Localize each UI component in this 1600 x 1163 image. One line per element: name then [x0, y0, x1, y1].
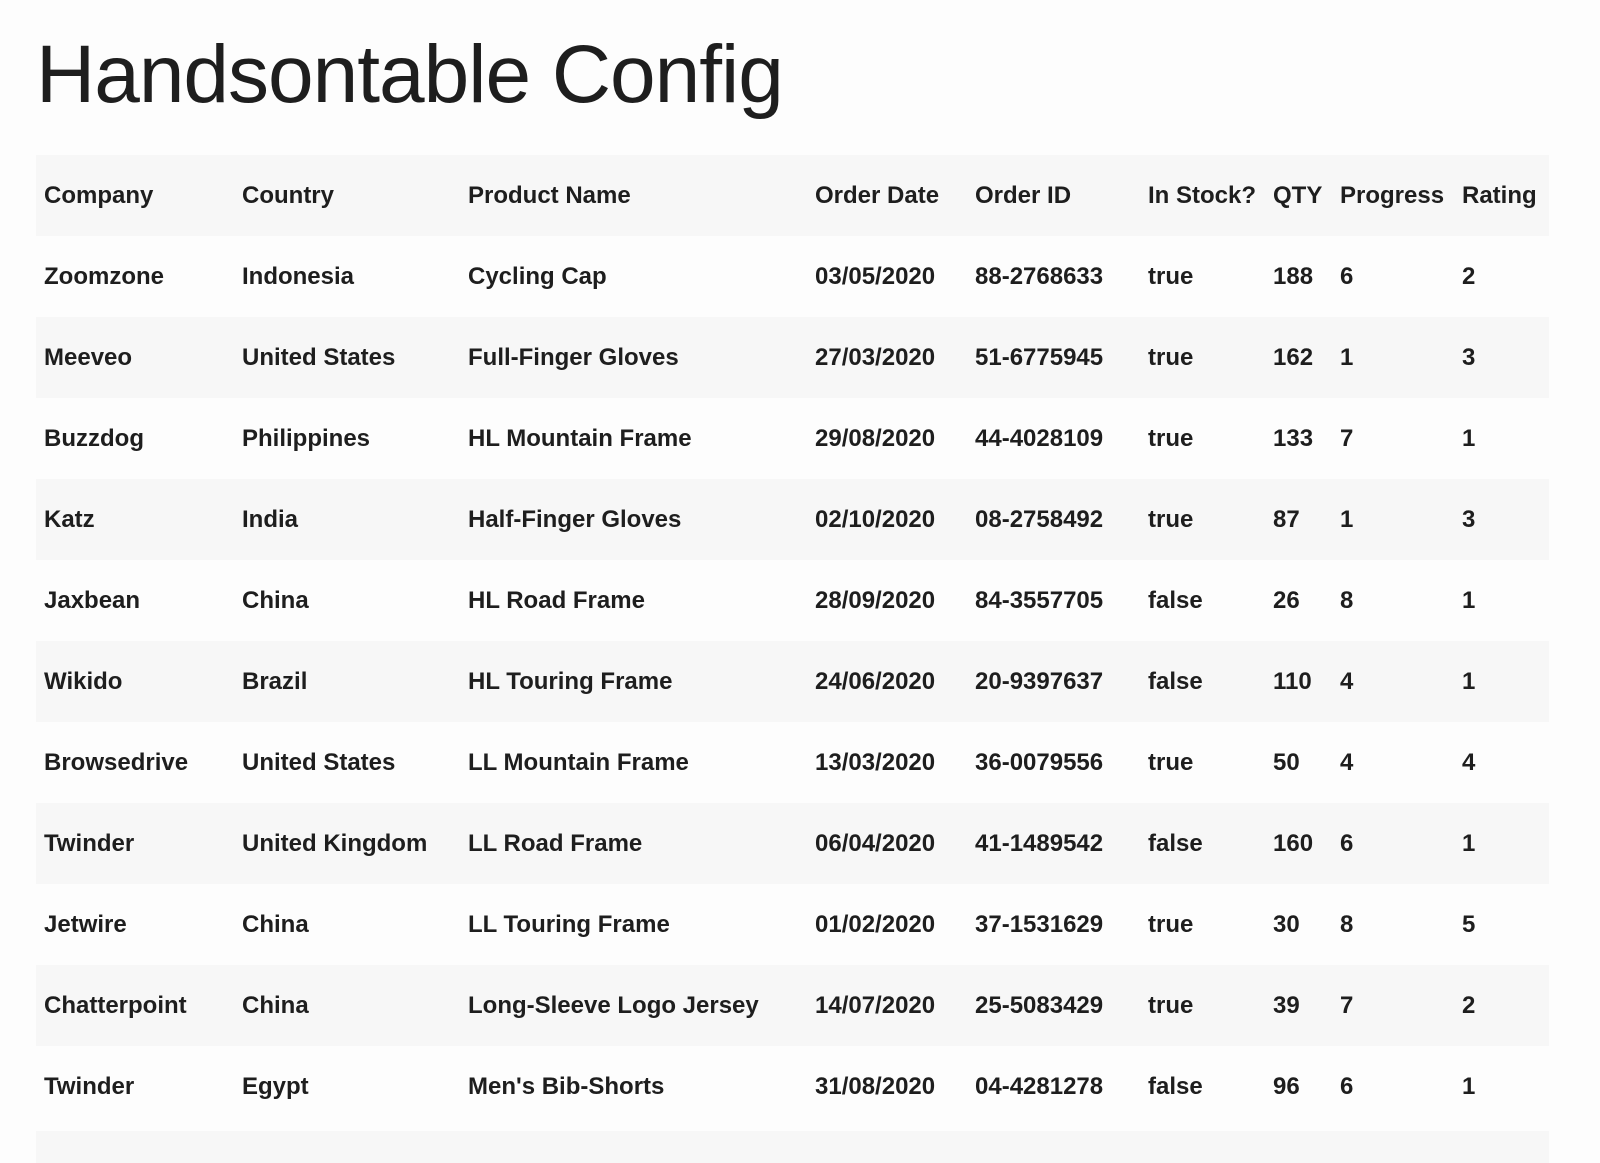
table-cell[interactable]: 4: [1340, 667, 1354, 695]
next-row-partial: [36, 1131, 1549, 1163]
table-cell[interactable]: 3: [1462, 343, 1476, 371]
column-header[interactable]: Company: [44, 181, 154, 209]
table-cell[interactable]: Cycling Cap: [468, 262, 607, 290]
table-cell[interactable]: Half-Finger Gloves: [468, 505, 682, 533]
table-cell[interactable]: 41-1489542: [975, 829, 1104, 857]
table-cell[interactable]: Twinder: [44, 829, 135, 857]
table-cell[interactable]: 8: [1340, 586, 1354, 614]
table-cell[interactable]: HL Mountain Frame: [468, 424, 692, 452]
table-cell[interactable]: China: [242, 991, 309, 1019]
table-cell[interactable]: 6: [1340, 829, 1354, 857]
table-row[interactable]: [36, 965, 1549, 1046]
table-cell[interactable]: LL Road Frame: [468, 829, 643, 857]
table-cell[interactable]: 1: [1462, 586, 1476, 614]
table-cell[interactable]: 01/02/2020: [815, 910, 936, 938]
column-header[interactable]: In Stock?: [1148, 181, 1257, 209]
table-row[interactable]: [36, 236, 1549, 317]
table-cell[interactable]: 133: [1273, 424, 1314, 452]
table-cell[interactable]: 31/08/2020: [815, 1072, 936, 1100]
column-header[interactable]: QTY: [1273, 181, 1323, 209]
table-cell[interactable]: United States: [242, 748, 396, 776]
table-cell[interactable]: 7: [1340, 991, 1354, 1019]
table-cell[interactable]: true: [1148, 910, 1194, 938]
table-cell[interactable]: 20-9397637: [975, 667, 1104, 695]
page-title: Handsontable Config: [36, 29, 783, 120]
table-cell[interactable]: Jaxbean: [44, 586, 141, 614]
table-cell[interactable]: HL Touring Frame: [468, 667, 673, 695]
table-cell[interactable]: 1: [1462, 667, 1476, 695]
table-cell[interactable]: 3: [1462, 505, 1476, 533]
table-cell[interactable]: 44-4028109: [975, 424, 1104, 452]
table-cell[interactable]: 7: [1340, 424, 1354, 452]
table-cell[interactable]: Egypt: [242, 1072, 309, 1100]
table-cell[interactable]: 04-4281278: [975, 1072, 1104, 1100]
table-cell[interactable]: Chatterpoint: [44, 991, 187, 1019]
table-cell[interactable]: 96: [1273, 1072, 1300, 1100]
header-row: [36, 155, 1549, 236]
table-row[interactable]: [36, 884, 1549, 965]
column-header[interactable]: Order ID: [975, 181, 1072, 209]
table-cell[interactable]: true: [1148, 991, 1194, 1019]
table-cell[interactable]: HL Road Frame: [468, 586, 645, 614]
table-cell[interactable]: 37-1531629: [975, 910, 1104, 938]
table-cell[interactable]: 6: [1340, 262, 1354, 290]
column-header[interactable]: Product Name: [468, 181, 631, 209]
table-cell[interactable]: 2: [1462, 262, 1476, 290]
table-cell[interactable]: 02/10/2020: [815, 505, 936, 533]
table-cell[interactable]: 4: [1340, 748, 1354, 776]
table-cell[interactable]: 162: [1273, 343, 1314, 371]
table-cell[interactable]: 1: [1462, 424, 1476, 452]
table-row[interactable]: [36, 560, 1549, 641]
table-cell[interactable]: Full-Finger Gloves: [468, 343, 679, 371]
table-cell[interactable]: false: [1148, 829, 1203, 857]
table-cell[interactable]: true: [1148, 343, 1194, 371]
table-cell[interactable]: 87: [1273, 505, 1300, 533]
table-cell[interactable]: 1: [1462, 1072, 1476, 1100]
table-cell[interactable]: 36-0079556: [975, 748, 1104, 776]
table-row[interactable]: [36, 641, 1549, 722]
table-cell[interactable]: Zoomzone: [44, 262, 164, 290]
table-cell[interactable]: false: [1148, 586, 1203, 614]
table-cell[interactable]: 6: [1340, 1072, 1354, 1100]
column-header[interactable]: Country: [242, 181, 334, 209]
table-cell[interactable]: Twinder: [44, 1072, 135, 1100]
column-header[interactable]: Order Date: [815, 181, 940, 209]
table-cell[interactable]: Philippines: [242, 424, 371, 452]
table-row[interactable]: [36, 317, 1549, 398]
table-cell[interactable]: 160: [1273, 829, 1314, 857]
table-cell[interactable]: Long-Sleeve Logo Jersey: [468, 991, 759, 1019]
table-header: [36, 155, 1549, 236]
data-table: [36, 155, 1549, 1127]
table-cell[interactable]: China: [242, 910, 309, 938]
table-cell[interactable]: 4: [1462, 748, 1476, 776]
table-cell[interactable]: false: [1148, 667, 1203, 695]
table-cell[interactable]: 88-2768633: [975, 262, 1104, 290]
table-cell[interactable]: Wikido: [44, 667, 123, 695]
table-cell[interactable]: 1: [1340, 505, 1354, 533]
column-header[interactable]: Rating: [1462, 181, 1537, 209]
table-cell[interactable]: Jetwire: [44, 910, 127, 938]
table-cell[interactable]: 26: [1273, 586, 1300, 614]
table-cell[interactable]: India: [242, 505, 299, 533]
table-cell[interactable]: true: [1148, 262, 1194, 290]
table-cell[interactable]: 03/05/2020: [815, 262, 936, 290]
table-cell[interactable]: 51-6775945: [975, 343, 1104, 371]
table-cell[interactable]: Katz: [44, 505, 95, 533]
table-cell[interactable]: 188: [1273, 262, 1314, 290]
table-cell[interactable]: 30: [1273, 910, 1300, 938]
table-cell[interactable]: 39: [1273, 991, 1300, 1019]
table-cell[interactable]: 06/04/2020: [815, 829, 936, 857]
table-cell[interactable]: Meeveo: [44, 343, 133, 371]
table-row[interactable]: [36, 722, 1549, 803]
table-cell[interactable]: true: [1148, 424, 1194, 452]
table-row[interactable]: [36, 398, 1549, 479]
table-cell[interactable]: 27/03/2020: [815, 343, 936, 371]
table-cell[interactable]: 1: [1462, 829, 1476, 857]
table-cell[interactable]: 08-2758492: [975, 505, 1104, 533]
table-cell[interactable]: China: [242, 586, 309, 614]
table-cell[interactable]: 13/03/2020: [815, 748, 936, 776]
table-row[interactable]: [36, 803, 1549, 884]
table-row[interactable]: [36, 1046, 1549, 1127]
table-cell[interactable]: 14/07/2020: [815, 991, 936, 1019]
table-cell[interactable]: 28/09/2020: [815, 586, 936, 614]
table-cell[interactable]: 24/06/2020: [815, 667, 936, 695]
table-cell[interactable]: 1: [1340, 343, 1354, 371]
table-cell[interactable]: Buzzdog: [44, 424, 144, 452]
column-header[interactable]: Progress: [1340, 181, 1445, 209]
table-cell[interactable]: Browsedrive: [44, 748, 189, 776]
table-cell[interactable]: true: [1148, 505, 1194, 533]
table-cell[interactable]: 25-5083429: [975, 991, 1104, 1019]
table-cell[interactable]: 5: [1462, 910, 1476, 938]
table-cell[interactable]: false: [1148, 1072, 1203, 1100]
table-cell[interactable]: 84-3557705: [975, 586, 1104, 614]
table-cell[interactable]: United Kingdom: [242, 829, 428, 857]
table-cell[interactable]: 50: [1273, 748, 1300, 776]
table-cell[interactable]: 110: [1273, 667, 1312, 695]
table-row[interactable]: [36, 479, 1549, 560]
table-cell[interactable]: LL Mountain Frame: [468, 748, 689, 776]
table-cell[interactable]: United States: [242, 343, 396, 371]
table-cell[interactable]: Indonesia: [242, 262, 355, 290]
table-cell[interactable]: true: [1148, 748, 1194, 776]
table-body: [36, 236, 1549, 1127]
table-cell[interactable]: Brazil: [242, 667, 308, 695]
table-cell[interactable]: LL Touring Frame: [468, 910, 670, 938]
table-cell[interactable]: 8: [1340, 910, 1354, 938]
table-cell[interactable]: 29/08/2020: [815, 424, 936, 452]
table-cell[interactable]: 2: [1462, 991, 1476, 1019]
table-cell[interactable]: Men's Bib-Shorts: [468, 1072, 665, 1100]
